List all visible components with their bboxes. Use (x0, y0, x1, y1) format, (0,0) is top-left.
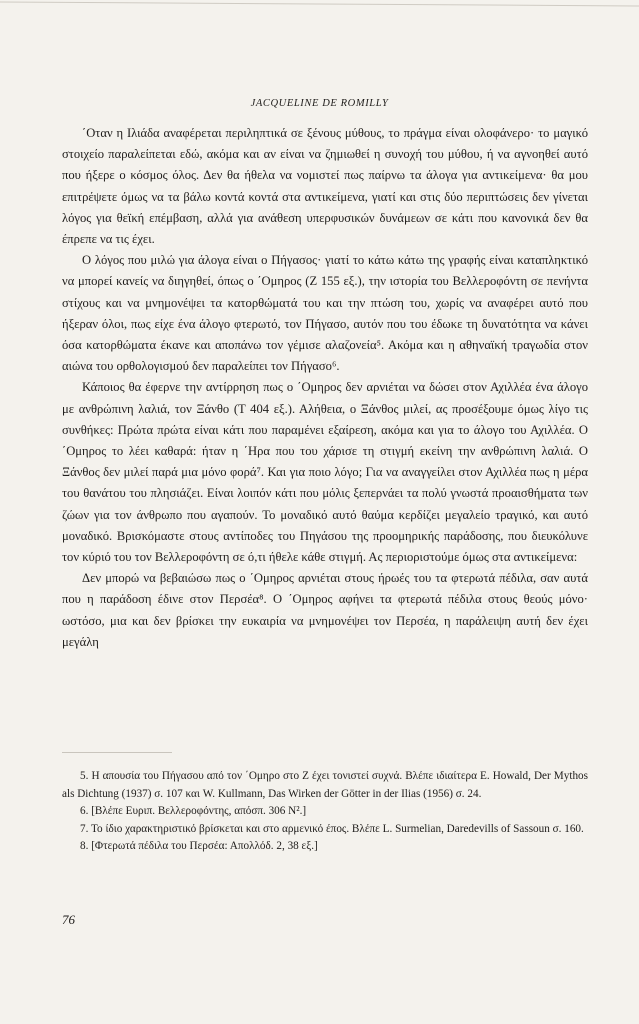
footnote: 5. Η απουσία του Πήγασου από τον ΄Ομηρο στο Ζ έχει τονιστεί συχνά. Βλέπε ιδιαίτερα E. Howald, Der Mythos als Dichtung (1937) σ. 107 και W. Kullmann, Das Wirken der Götter in der Ilias (1956) σ. 24. (62, 770, 588, 800)
footnote: 7. Το ίδιο χαρακτηριστικό βρίσκεται και στο αρμενικό έπος. Βλέπε L. Surmelian, Daredevills of Sassoun σ. 160. (80, 822, 584, 835)
footnote: 8. [Φτερωτά πέδιλα του Περσέα: Απολλόδ. 2, 38 εξ.] (80, 840, 318, 852)
running-header: JACQUELINE DE ROMILLY (250, 98, 389, 109)
body-paragraph: Ο λόγος που μιλώ για άλογα είναι ο Πήγασος· γιατί το κάτω κάτω της γραφής είναι καταπληκτικό να μπορεί κανείς να διηγηθεί, όπως ο ΄Ομηρος (Ζ 155 εξ.), την ιστορία του Βελλεροφόντη σε πενήντα στίχους και να μνημονέψει τα κατορθώματά του και την πτώση του, χωρίς να αναφέρει αυτό που ήξεραν όλοι, πως είχε ένα άλογο φτερωτό, τον Πήγασο, αυτόν που του έδωκε τη δυνατότητα να κάνει όσα κατορθώματα έκανε και αποπάνω τον γέμισε αλαζονεία⁵. Ακόμα και η αθηναϊκή τραγωδία στον αιώνα του ορθολογισμού δεν παραλείπει τον Πήγασο⁶. (62, 253, 588, 374)
footnote-divider (62, 752, 172, 753)
footnote: 6. [Βλέπε Ευριπ. Βελλεροφόντης, απόσπ. 306 N².] (80, 805, 307, 817)
body-paragraph: ΄Οταν η Ιλιάδα αναφέρεται περιληπτικά σε ξένους μύθους, το πράγμα είναι ολοφάνερο· το μαγικό στοιχείο παραλείπεται εδώ, ακόμα και αν είναι να ζημιωθεί η συνοχή του μύθου, ή να αγνοηθεί αυτό που ήξερε ο κόσμος όλος. Δεν θα ήθελα να νομιστεί πως παίρνω τα άλογα για αντικείμενα· θα μου επιτρέψετε όμως να τα βάλω κοντά κοντά στα αντικείμενα, γιατί και στις δύο περιπτώσεις δεν γίνεται λόγος για θεϊκή επέμβαση, αλλά για ανάθεση υπερφυσικών δυνάμεων σε κάτι που κανονικά δεν θα έπρεπε να τις έχει. (62, 126, 588, 247)
footnotes (62, 768, 588, 856)
page-top-edge (0, 0, 639, 14)
page-number: 76 (62, 912, 75, 927)
main-text (62, 123, 588, 653)
body-paragraph: Δεν μπορώ να βεβαιώσω πως ο ΄Ομηρος αρνιέται στους ήρωές του τα φτερωτά πέδιλα, σαν αυτά που η παράδοση έδινε στον Περσέα⁸. Ο ΄Ομηρος αφήνει τα φτερωτά πέδιλα στους θεούς μόνο· ωστόσο, μια και δεν βρίσκει την ευκαιρία να μνημονέψει τον Περσέα, η παράλειψη αυτή δεν έχει μεγάλη (62, 571, 588, 649)
body-paragraph: Κάποιος θα έφερνε την αντίρρηση πως ο ΄Ομηρος δεν αρνιέται να δώσει στον Αχιλλέα ένα άλογο με ανθρώπινη λαλιά, τον Ξάνθο (Τ 404 εξ.). Αλήθεια, ο Ξάνθος μιλεί, ας προσέξουμε όμως λίγο τις συνθήκες: Πρώτα πρώτα είναι κάτι που παραμένει εξαίρεση, ακόμα και για το άλογο του Αχιλλέα. Ο ΄Ομηρος το λέει καθαρά: ήταν η ΄Ηρα που του χάρισε τη στιγμή εκείνη την ανθρώπινη λαλιά. Ο Ξάνθος δεν μιλεί παρά μια μόνο φορά⁷. Και για ποιο λόγο; Για να αναγγείλει στον Αχιλλέα πως η μέρα του θανάτου του πλησιάζει. Είναι λοιπόν κάτι που μόλις ξεπερνάει τα πολύ γνωστά προαισθήματα των ζώων για τον άνθρωπο που αγαπούν. Το μοναδικό αυτό θαύμα κερδίζει μεγαλείο τραγικό, και αυτό μοναδικό. Βρισκόμαστε στους αντίποδες του Πηγάσου της προομηρικής παράδοσης, που διευκόλυνε τον κύριό του τον Βελλεροφόντη σε ό,τι ήθελε κάθε στιγμή. Ας περιοριστούμε όμως στα αντικείμενα: (62, 380, 588, 565)
